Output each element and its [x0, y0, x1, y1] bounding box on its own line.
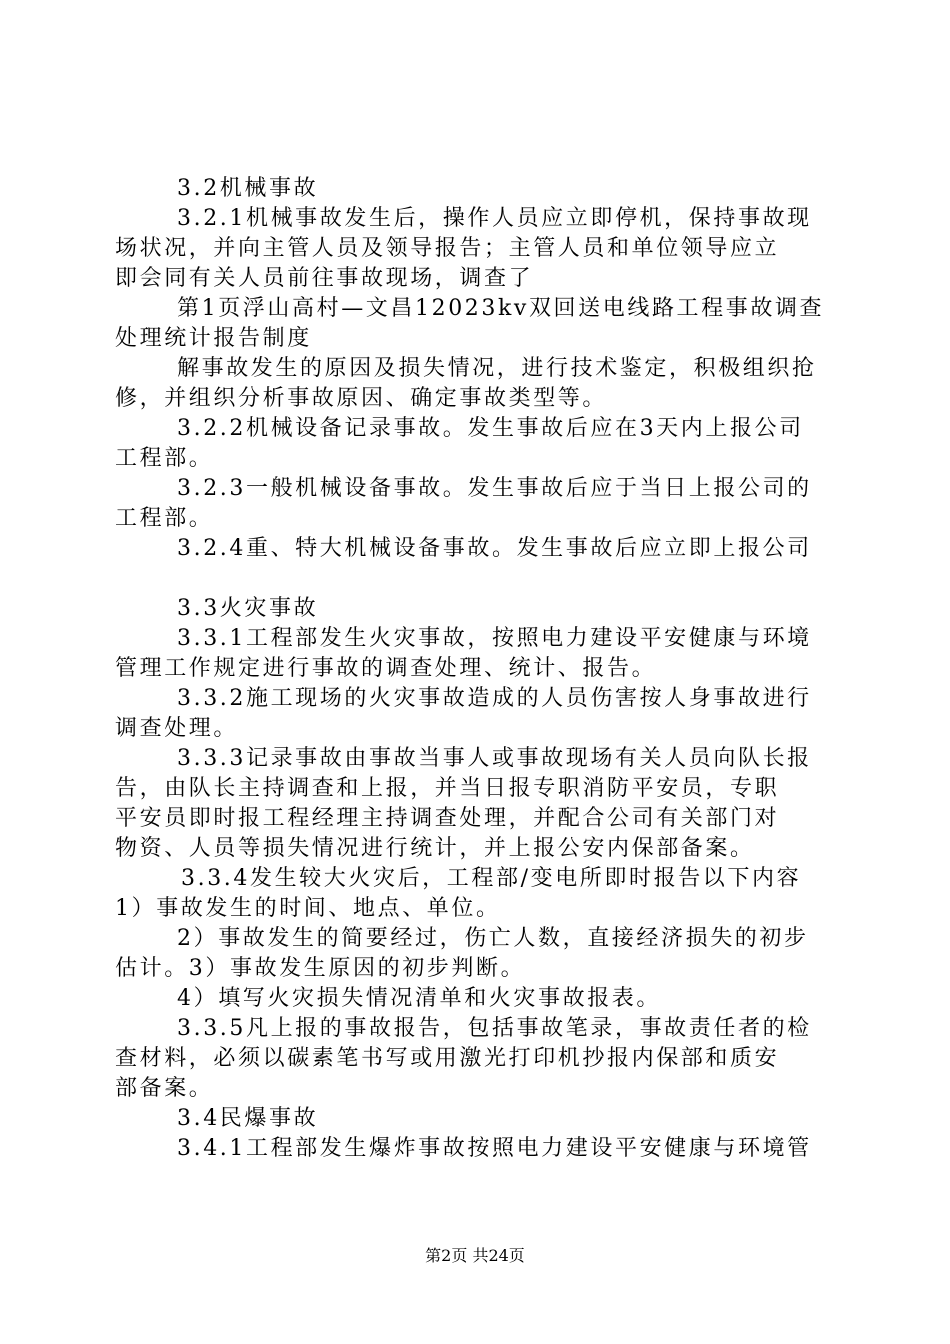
document-body [115, 174, 835, 1164]
paragraph-line: 调查处理。 [115, 716, 239, 741]
paragraph-line: 3.3.2施工现场的火灾事故造成的人员伤害按人身事故进行 [177, 686, 812, 711]
paragraph-line: 3.3.3记录事故由事故当事人或事故现场有关人员向队长报 [177, 746, 812, 771]
paragraph-line: 估计。3）事故发生原因的初步判断。 [115, 956, 526, 981]
section-heading: 3.4民爆事故 [177, 1106, 319, 1131]
blank-line [115, 564, 835, 594]
paragraph-line: 3.2.2机械设备记录事故。发生事故后应在3天内上报公司 [177, 416, 804, 441]
paragraph-line: 3.3.4发生较大火灾后，工程部/变电所即时报告以下内容 [181, 866, 802, 891]
paragraph-line: 第1页浮山高村—文昌12023kv双回送电线路工程事故调查 [177, 296, 825, 321]
paragraph-line: 3.2.4重、特大机械设备事故。发生事故后应立即上报公司 [177, 536, 812, 561]
paragraph-line: 4）填写火灾损失情况清单和火灾事故报表。 [177, 986, 661, 1011]
page-footer [0, 1246, 950, 1266]
paragraph-line: 2）事故发生的简要经过，伤亡人数，直接经济损失的初步 [177, 926, 809, 951]
paragraph-line: 3.3.1工程部发生火灾事故，按照电力建设平安健康与环境 [177, 626, 812, 651]
paragraph-line: 1）事故发生的时间、地点、单位。 [115, 896, 501, 921]
paragraph-line: 即会同有关人员前往事故现场，调查了 [115, 266, 534, 291]
paragraph-line: 场状况，并向主管人员及领导报告；主管人员和单位领导应立 [115, 236, 780, 261]
paragraph-line: 平安员即时报工程经理主持调查处理，并配合公司有关部门对 [115, 806, 780, 831]
paragraph-line: 查材料，必须以碳素笔书写或用激光打印机抄报内保部和质安 [115, 1046, 780, 1071]
paragraph-line: 3.2.1机械事故发生后，操作人员应立即停机，保持事故现 [177, 206, 812, 231]
paragraph-line: 告，由队长主持调查和上报，并当日报专职消防平安员，专职 [115, 776, 780, 801]
paragraph-line: 部备案。 [115, 1076, 214, 1101]
paragraph-line: 3.2.3一般机械设备事故。发生事故后应于当日上报公司的 [177, 476, 812, 501]
paragraph-line: 解事故发生的原因及损失情况，进行技术鉴定，积极组织抢 [177, 356, 817, 381]
paragraph-line: 修，并组织分析事故原因、确定事故类型等。 [115, 386, 608, 411]
paragraph-line: 处理统计报告制度 [115, 326, 312, 351]
paragraph-line: 3.4.1工程部发生爆炸事故按照电力建设平安健康与环境管 [177, 1136, 812, 1161]
paragraph-line: 工程部。 [115, 446, 214, 471]
paragraph-line: 工程部。 [115, 506, 214, 531]
paragraph-line: 管理工作规定进行事故的调查处理、统计、报告。 [115, 656, 657, 681]
paragraph-line: 物资、人员等损失情况进行统计，并上报公安内保部备案。 [115, 836, 755, 861]
section-heading: 3.2机械事故 [177, 176, 319, 201]
section-heading: 3.3火灾事故 [177, 596, 319, 621]
page-number: 第2页 共24页 [425, 1246, 525, 1265]
paragraph-line: 3.3.5凡上报的事故报告，包括事故笔录，事故责任者的检 [177, 1016, 812, 1041]
